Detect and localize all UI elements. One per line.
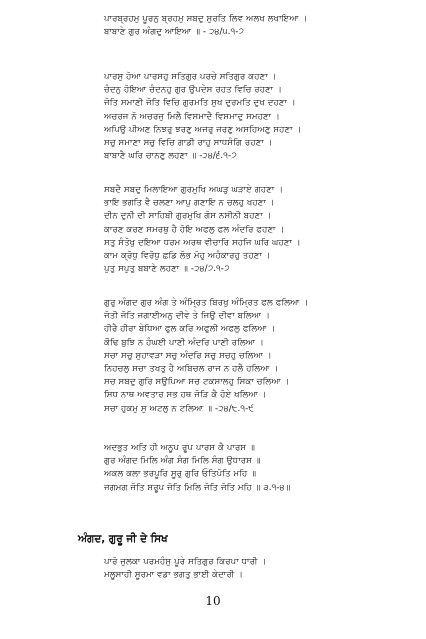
verse-line: ਸਚ ਸਬਦੁ ਗੁਰਿ ਸਉਪਿਆ ਸਚ ਟਕਸਾਲਹੁ ਸਿਕਾ ਚਲਿਆ ।: [104, 377, 290, 388]
verse-line: ਸਚੁ ਸਮਾਣਾ ਸਚੁ ਵਿਚਿ ਗਾਡੀ ਰਾਹੁ ਸਾਧਸੰਗਿ ਰਹਣਾ ।: [104, 138, 273, 149]
verse-line: ਪੁਤੁ ਸਪੁਤੁ ਬਬਾਣੇ ਲਹਣਾ ॥ -੨੪/੭.੧-੭: [104, 264, 230, 275]
verse-line: ਜੋਤੀ ਜੋਤਿ ਜਗਾਈਅਨੁ ਦੀਵੇ ਤੇ ਜਿਉ ਦੀਵਾ ਬਲਿਆ ।: [104, 311, 270, 322]
verse-line: ਬਾਬਾਣੇ ਗੁਰ ਅੰਗਦੁ ਆਇਆ ॥ - ੨੪/੫.੧-੭: [104, 27, 245, 38]
verse-line: ਹੀਰੈ ਹੀਰਾ ਬੇਧਿਆ ਫੁਲ ਕਰਿ ਅਫੁਲੀ ਅਫਲੁ ਫਲਿਆ ।: [104, 324, 276, 335]
verse-line: ਪਾਰਬ੍ਰਹਮੁ ਪੂਰਨੁ ਬ੍ਰਹਮੁ ਸਬਦੁ ਸੁਰਤਿ ਲਿਵ ਅਲਖ ਲਖਾਇਆ ।: [104, 14, 308, 24]
verse-line: ਜੋਤਿ ਸਮਾਣੀ ਜੋਤਿ ਵਿਚਿ ਗੁਰਮਤਿ ਸੁਖ ਦੁਰਮਤਿ ਦੁਖ ਦਹਣਾ ।: [104, 98, 296, 109]
verse-line: ਚੰਦਨੁ ਹੋਇਆ ਚੰਦਨਹੁ ਗੁਰ ਉਪਦੇਸ ਰਹਤ ਵਿਚਿ ਰਹਣਾ ।: [104, 85, 282, 96]
verse-line: ਅਦਭੁਤ ਅਤਿ ਹੀ ਅਨੂਪ ਰੂਪ ਪਾਰਸ ਕੈ ਪਾਰਸ ॥: [104, 443, 255, 453]
verse-line: ਸਚਾ ਹੁਕਮੁ ਸੁ ਅਟਲੁ ਨ ਟਲਿਆ ॥ -੨੪/੮.੧-੯: [104, 403, 255, 414]
verse-line: ਸਬਦੈ ਸਬਦੁ ਮਿਲਾਇਆ ਗੁਰਮੁਖਿ ਅਘੜੁ ਘੜਾਏ ਗਹਣਾ ।: [104, 185, 284, 195]
section-line: ਮਲੂਸਾਹੀ ਸੂਰਮਾ ਵਡਾ ਭਗਤੁ ਭਾਈ ਕੇਦਾਰੀ ।: [104, 570, 244, 581]
verse-group-2: [104, 71, 301, 163]
verse-line: ਕਾਮ ਕ੍ਰੋਧੁ ਵਿਰੋਧੁ ਛਡਿ ਲੋਭ ਮੋਹੁ ਅਹੰਕਾਰਹੁ ਤਹਣਾ ।: [104, 251, 271, 262]
verse-group-1: [104, 13, 307, 39]
verse-group-3: [104, 184, 301, 276]
verse-line: ਕਾਰਣ ਕਰਣ ਸਮਰਥੁ ਹੈ ਹੋਇ ਅਫਲੁ ਫਲ ਅੰਦਰਿ ਫਹਣਾ ।: [104, 224, 285, 235]
verse-line: ਅਚਰਜ ਨੋ ਅਚਰਜੁ ਮਿਲੈ ਵਿਸਮਾਦੈ ਵਿਸਮਾਦੁ ਸਮਹਣਾ ।: [104, 111, 280, 122]
verse-line: ਭਾਇ ਭਗਤਿ ਵੈ ਚਲਣਾ ਆਪੁ ਗਣਾਇ ਨ ਚਲਹੁ ਖਹਣਾ ।: [104, 198, 275, 209]
verse-group-4: [104, 297, 308, 416]
verse-line: ਕੌਢਿ ਬੁਝਿ ਨ ਹੰਘਈ ਪਾਣੀ ਅੰਦਰਿ ਪਾਣੀ ਰਲਿਆ ।: [104, 337, 264, 348]
verse-line: ਸਿਧ ਨਾਥ ਅਵਤਾਰ ਸਭ ਹਥ ਜੋੜਿ ਕੈ ਹੋਏ ਖਲਿਆ ।: [104, 390, 267, 401]
verse-line: ਪਾਰਸੁ ਹੋਆ ਪਾਰਸਹੁ ਸਤਿਗੁਰ ਪਰਚੇ ਸਤਿਗੁਰ ਕਹਣਾ ।: [104, 72, 277, 82]
section-line: ਪਾਰੋ ਜੁਲਕਾ ਪਰਮਹੰਸੁ ਪੂਰੇ ਸਤਿਗੁਰ ਕਿਰਪਾ ਧਾਰੀ ।: [104, 557, 267, 567]
verse-line: ਜਗਮਗ ਜੋਤਿ ਸਰੂਪ ਜੋਤਿ ਮਿਲਿ ਜੋਤਿ ਜੋਤਿ ਮਹਿ ॥ ੩.੧-੪॥: [104, 482, 291, 493]
section-body: [104, 556, 266, 582]
verse-line: ਦੀਨ ਦੁਨੀ ਦੀ ਸਾਹਿਬੀ ਗੁਰਮੁਖਿ ਗੋਸ ਨਸੀਨੀ ਬਹਣਾ ।: [104, 211, 272, 222]
verse-group-5: [104, 442, 291, 495]
verse-line: ਅਕਲ ਕਲਾ ਭਰਪੂਰਿ ਸੂਰੁ ਗੁਰਿ ਓਤਿਪੋਤਿ ਮਹਿ ॥: [104, 469, 257, 480]
page-number: 10: [205, 594, 221, 608]
verse-line: ਬਾਬਾਣੈ ਘਰਿ ਚਾਨਣੁ ਲਹਣਾ ॥ -੨੪/੬.੧-੭: [104, 151, 237, 162]
verse-line: ਨਿਹਚਲੁ ਸਚਾ ਤਖਤੁ ਹੈ ਅਬਿਚਲ ਰਾਜ ਨ ਹਲੈ ਹਲਿਆ ।: [104, 364, 279, 375]
verse-line: ਸਤੁ ਸੰਤੋਖੁ ਦਇਆ ਧਰਮ ਅਰਥ ਵੀਚਾਰਿ ਸਹਜਿ ਘਰਿ ਘਹਣਾ ।: [104, 237, 301, 248]
verse-line: ਸਚਾ ਸਚੁ ਸੁਹਾਵੜਾ ਸਚੁ ਅੰਦਰਿ ਸਚੁ ਸਚਹੁ ਚਲਿਆ ।: [104, 350, 272, 361]
section-heading: ਅੰਗਦ, ਗੁਰੂ ਜੀ ਦੇ ਸਿਖ: [78, 533, 168, 545]
verse-line: ਅਪਿਉ ਪੀਅਣ ਨਿਝਰੁ ਝਰਣੁ ਅਜਰੁ ਜਰਣੁ ਅਸਹਿਅਣੁ ਸਹਣਾ ।: [104, 124, 302, 135]
verse-line: ਗੁਰ ਅੰਗਦ ਮਿਲਿ ਅੰਗ ਸੰਗ ਮਿਲਿ ਸੰਗ ਉਧਾਰਸ ॥: [104, 456, 261, 467]
verse-line: ਗੁਰੁ ਅੰਗਦ ਗੁਰ ਅੰਗ ਤੇ ਅੰਮ੍ਰਿਤ ਬਿਰਖੁ ਅੰਮ੍ਰਿਤ ਫਲ ਫਲਿਆ ।: [104, 298, 309, 308]
